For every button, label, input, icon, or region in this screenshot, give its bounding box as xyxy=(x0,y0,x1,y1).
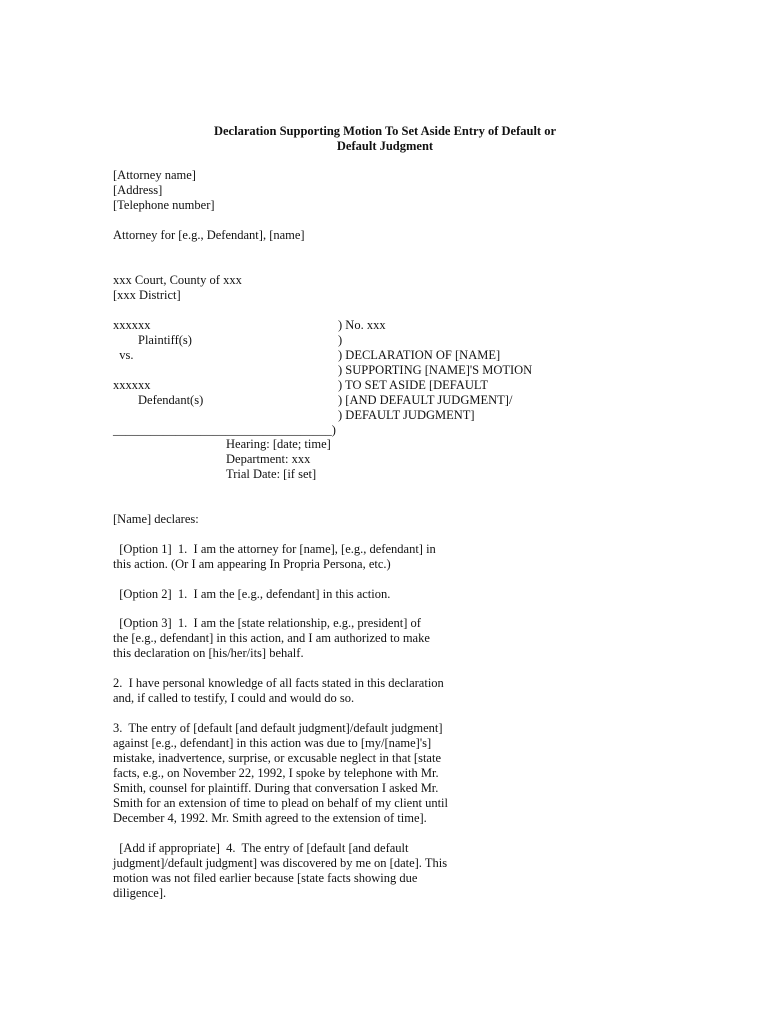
caption-right-line: ) TO SET ASIDE [DEFAULT xyxy=(338,378,489,392)
paragraph-line: [Option 2] 1. I am the [e.g., defendant] in this action. xyxy=(113,587,391,601)
court-block xyxy=(113,273,242,303)
paragraph-line: and, if called to testify, I could and would do so. xyxy=(113,691,355,705)
paragraph-line: [Option 1] 1. I am the attorney for [name], [e.g., defendant] in xyxy=(113,542,436,556)
paragraph-line: this action. (Or I am appearing In Propria Persona, etc.) xyxy=(113,557,391,571)
caption-left-line: Plaintiff(s) xyxy=(113,333,192,347)
paragraph-line: judgment]/default judgment] was discovered by me on [date]. This xyxy=(113,856,448,870)
paragraph-line: this declaration on [his/her/its] behalf. xyxy=(113,646,304,660)
caption-left-line: xxxxxx xyxy=(113,378,151,392)
title-line-1: Declaration Supporting Motion To Set Aside Entry of Default or xyxy=(213,124,557,138)
hearing-date: Hearing: [date; time] xyxy=(226,437,331,451)
caption-parties xyxy=(113,318,203,408)
caption-right-line: ) No. xxx xyxy=(338,318,386,332)
title-line-2: Default Judgment xyxy=(336,139,434,153)
paragraph-line: motion was not filed earlier because [state facts showing due xyxy=(113,871,418,885)
paragraph-line: the [e.g., defendant] in this action, and I am authorized to make xyxy=(113,631,430,645)
paragraph-2 xyxy=(113,676,473,706)
caption-right-line: ) DEFAULT JUDGMENT] xyxy=(338,408,475,422)
court-line-1: xxx Court, County of xxx xyxy=(113,273,242,287)
paragraph-line: Smith, counsel for plaintiff. During that conversation I asked Mr. xyxy=(113,781,439,795)
paragraph-line: Smith for an extension of time to plead on behalf of my client until xyxy=(113,796,448,810)
attorney-for-block xyxy=(113,228,305,243)
option-3-paragraph xyxy=(113,616,473,661)
attorney-for: Attorney for [e.g., Defendant], [name] xyxy=(113,228,305,242)
paragraph-4 xyxy=(113,841,473,901)
caption-left-line: Defendant(s) xyxy=(113,393,204,407)
caption-right-line: ) DECLARATION OF [NAME] xyxy=(338,348,501,362)
paragraph-line: diligence]. xyxy=(113,886,167,900)
attorney-block xyxy=(113,168,215,213)
paragraph-line: [Option 3] 1. I am the [state relationship, e.g., president] of xyxy=(113,616,421,630)
option-2-paragraph xyxy=(113,587,473,602)
caption-left-line xyxy=(113,363,203,378)
caption-underline: ___________________________________) xyxy=(113,423,336,437)
hearing-department: Department: xxx xyxy=(226,452,311,466)
hearing-block xyxy=(226,437,331,482)
paragraph-line: 2. I have personal knowledge of all facts stated in this declaration xyxy=(113,676,444,690)
caption-left-line: xxxxxx xyxy=(113,318,151,332)
caption-right-line: ) [AND DEFAULT JUDGMENT]/ xyxy=(338,393,513,407)
paragraph-line: against [e.g., defendant] in this action was due to [my/[name]'s] xyxy=(113,736,432,750)
paragraph-line: facts, e.g., on November 22, 1992, I spoke by telephone with Mr. xyxy=(113,766,439,780)
trial-date: Trial Date: [if set] xyxy=(226,467,317,481)
document-title xyxy=(200,124,570,154)
declares-line xyxy=(113,512,199,527)
caption-right-line: ) xyxy=(338,333,343,347)
attorney-name: [Attorney name] xyxy=(113,168,196,182)
caption-case-info xyxy=(338,318,532,423)
court-line-2: [xxx District] xyxy=(113,288,181,302)
attorney-address: [Address] xyxy=(113,183,163,197)
caption-left-line: vs. xyxy=(113,348,134,362)
declares-text: [Name] declares: xyxy=(113,512,199,526)
paragraph-line: 3. The entry of [default [and default judgment]/default judgment] xyxy=(113,721,443,735)
option-1-paragraph xyxy=(113,542,473,572)
paragraph-line: mistake, inadvertence, surprise, or excusable neglect in that [state xyxy=(113,751,441,765)
paragraph-3 xyxy=(113,721,473,826)
paragraph-line: [Add if appropriate] 4. The entry of [default [and default xyxy=(113,841,409,855)
attorney-phone: [Telephone number] xyxy=(113,198,215,212)
caption-right-line: ) SUPPORTING [NAME]'S MOTION xyxy=(338,363,533,377)
paragraph-line: December 4, 1992. Mr. Smith agreed to the extension of time]. xyxy=(113,811,427,825)
